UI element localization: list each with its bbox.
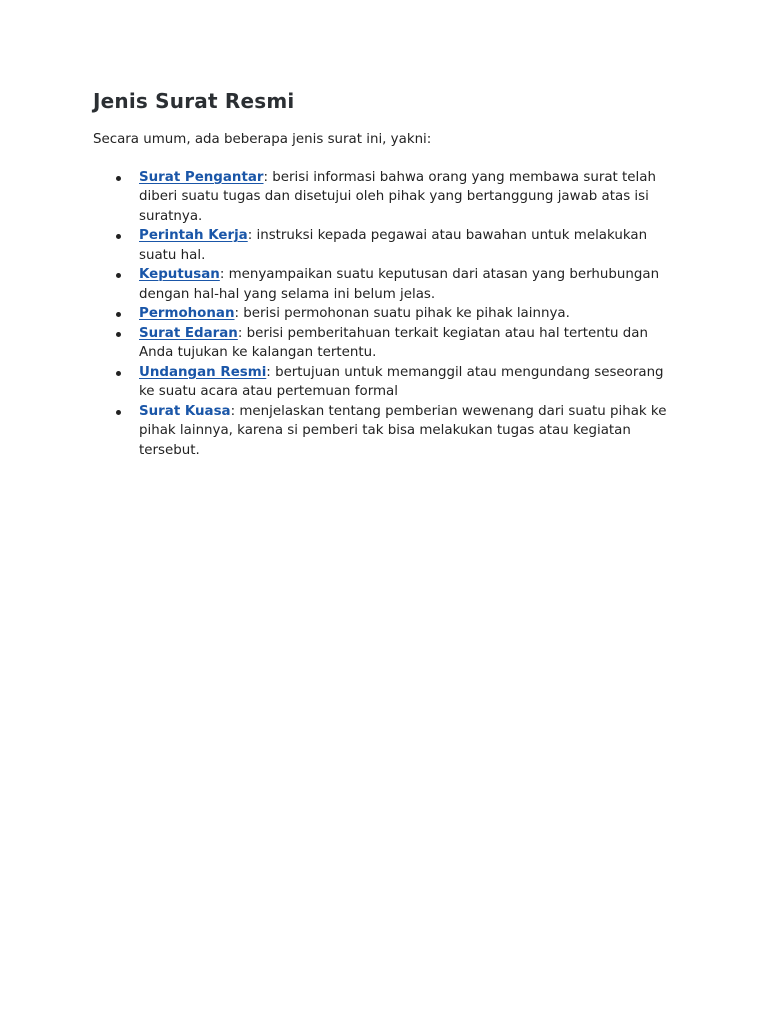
term-link-keputusan[interactable]: Keputusan xyxy=(139,267,220,282)
term-link-permohonan[interactable]: Permohonan xyxy=(139,306,235,321)
page-title: Jenis Surat Resmi xyxy=(93,89,295,113)
list-item xyxy=(93,304,672,324)
list-item xyxy=(93,402,672,461)
bullet-icon xyxy=(116,332,121,337)
term-link-perintah-kerja[interactable]: Perintah Kerja xyxy=(139,228,248,243)
list-item xyxy=(93,168,672,227)
item-description: : menyampaikan suatu keputusan dari atasan yang berhubungan dengan hal-hal yang selama ini belum jelas. xyxy=(139,267,660,302)
item-description: : menjelaskan tentang pemberian wewenang dari suatu pihak ke pihak lainnya, karena si pemberi tak bisa melakukan tugas atau kegiatan tersebut. xyxy=(139,403,667,458)
bullet-icon xyxy=(116,371,121,376)
bullet-icon xyxy=(116,176,121,181)
item-description: : berisi permohonan suatu pihak ke pihak lainnya. xyxy=(234,306,570,321)
list-item xyxy=(93,226,672,265)
letter-types-list xyxy=(93,168,672,461)
list-item xyxy=(93,324,672,363)
list-item xyxy=(93,265,672,304)
intro-paragraph: Secara umum, ada beberapa jenis surat ini, yakni: xyxy=(93,132,432,147)
list-item xyxy=(93,363,672,402)
bullet-icon xyxy=(116,273,121,278)
term-surat-kuasa: Surat Kuasa xyxy=(139,403,231,419)
item-description: : instruksi kepada pegawai atau bawahan untuk melakukan suatu hal. xyxy=(139,228,648,263)
item-description: : berisi informasi bahwa orang yang membawa surat telah diberi suatu tugas dan disetujui oleh pihak yang bertanggung jawab atas isi suratnya. xyxy=(139,169,656,224)
bullet-icon xyxy=(116,312,121,317)
term-link-surat-edaran[interactable]: Surat Edaran xyxy=(139,325,238,341)
item-description: : bertujuan untuk memanggil atau mengundang seseorang ke suatu acara atau pertemuan formal xyxy=(139,364,664,399)
bullet-icon xyxy=(116,410,121,415)
term-link-surat-pengantar[interactable]: Surat Pengantar xyxy=(139,169,264,185)
bullet-icon xyxy=(116,234,121,239)
item-description: : berisi pemberitahuan terkait kegiatan atau hal tertentu dan Anda tujukan ke kalangan tertentu. xyxy=(139,325,648,360)
term-link-undangan-resmi[interactable]: Undangan Resmi xyxy=(139,364,267,380)
